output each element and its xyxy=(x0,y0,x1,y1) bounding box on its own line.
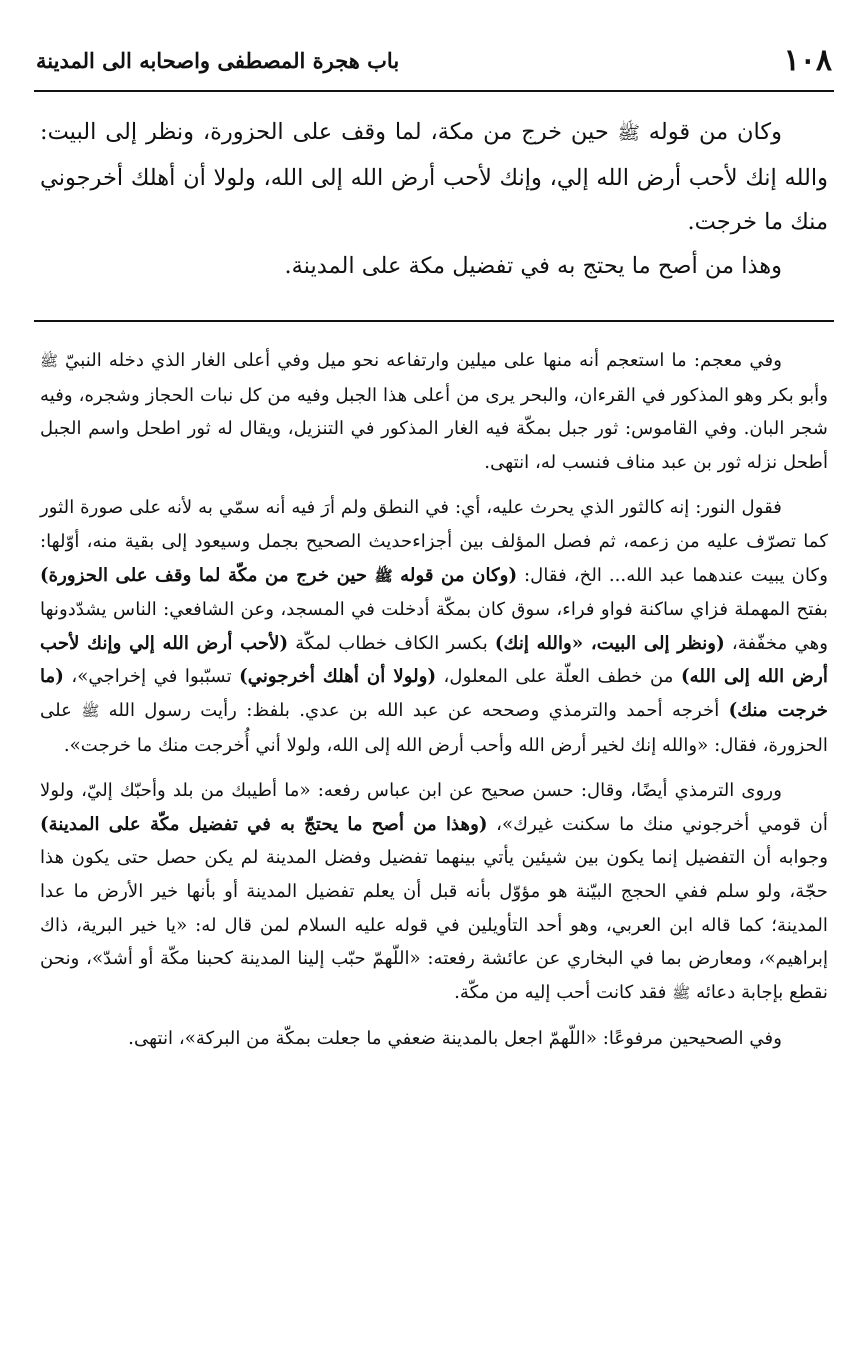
text-run: وفي معجم: ما استعجم أنه منها على ميلين وارتفاعه نحو ميل وفي أعلى الغار الذي دخله النبيّ xyxy=(58,350,782,371)
text-run: فقد كانت أحب إليه من مكّة. xyxy=(454,981,673,1003)
text-run: وفي الصحيحين مرفوعًا: «اللّهمّ اجعل بالمدينة ضعفي ما جعلت بمكّة من البركة»، انتهى. xyxy=(128,1028,782,1050)
section-divider xyxy=(34,320,834,322)
quoted-text: (ونظر إلى البيت، «والله إنك) xyxy=(494,632,725,654)
text-run: وكان من قوله xyxy=(639,119,782,145)
quoted-text: حين خرج من مكّة لما وقف على الحزورة) xyxy=(40,564,375,586)
commentary xyxy=(40,344,828,1068)
text-run: على الحزورة، فقال: «والله إنك لخير أرض الله وأحب أرض الله إلى الله، ولولا أني أُخرجت منك ما خرجت». xyxy=(40,699,828,756)
main-paragraph xyxy=(40,244,828,288)
salawat-symbol: ﷺ xyxy=(81,701,100,720)
text-run: حين خرج من مكة، لما وقف على الحزورة، ونظر إلى البيت: والله إنك لأحب أرض الله إلي، وإنك لأحب أرض الله إلى الله، ولولا أن أهلك أخرجوني منك ما خرجت. xyxy=(40,119,828,235)
text-run: وأبو بكر وهو المذكور في القرءان، والبحر يرى من أعلى هذا الجبل وفيه من كل نبات الحجاز وشجره، وفيه شجر البان. وفي القاموس: ثور جبل بمكّة فيه الغار المذكور في التنزيل، ويقال له ثور اطحل واسم الجبل أطحل نزله ثور بن عبد مناف فنسب له، انتهى. xyxy=(40,384,828,473)
header-divider xyxy=(34,90,834,92)
commentary-paragraph xyxy=(40,491,828,762)
text-run: فقول النور: إنه كالثور الذي يحرث عليه، أي: في النطق ولم أرَ فيه أنه سمّي به لأنه على صورة الثور كما تصرّف عليه من زعمه، ثم فصل المؤلف بين أجزاءحديث الصحيح بجمل وسيعود إلى بقية منه، أوّلها: وكان يبيت عندهما عبد الله... الخ، فقال: xyxy=(40,497,828,586)
quoted-text: (وكان من قوله xyxy=(392,564,518,586)
text-run: بفتح المهملة فزاي ساكنة فواو فراء، سوق كان بمكّة أدخلت في المسجد، وعن الشافعي: الناس يشدّدونها وهي مخفّفة، xyxy=(40,599,828,654)
quoted-text: (ولولا أن أهلك أخرجوني) xyxy=(239,666,437,688)
salawat-symbol: ﷺ xyxy=(374,566,393,585)
text-run: من خطف العلّة على المعلول، xyxy=(436,666,681,688)
text-run: بكسر الكاف خطاب لمكّة xyxy=(288,632,495,654)
text-run: أخرجه أحمد والترمذي وصححه عن عبد الله بن عدي. بلفظ: رأيت رسول الله xyxy=(99,699,729,721)
main-paragraph xyxy=(40,110,828,244)
commentary-paragraph xyxy=(40,1022,828,1056)
page-number: ١٠٨ xyxy=(783,42,832,78)
salawat-symbol: ﷺ xyxy=(617,123,640,144)
salawat-symbol: ﷺ xyxy=(672,983,691,1002)
commentary-paragraph xyxy=(40,774,828,1010)
text-run: وجوابه أن التفضيل إنما يكون بين شيئين يأتي بينهما تفضيل وفضل المدينة لم يكن حصل حتى يكون هذا حجّة، ولو سلم ففي الحجج البيّنة هو مؤوّل بأنه قبل أن يعلم تفضيل المدينة أو بأنها خير الأرض ما عدا المدينة؛ كما قاله ابن العربي، وهو أحد التأويلين في قوله عليه السلام لمن قال له: «يا خير البرية، ذاك إبراهيم»، ومعارض بما في البخاري عن عائشة رفعته: «اللّهمّ حبّب إلينا المدينة كحبنا مكّة أو أشدّ»، ونحن نقطع بإجابة دعائه xyxy=(40,847,828,1003)
chapter-title: باب هجرة المصطفى واصحابه الى المدينة xyxy=(36,47,400,73)
main-text xyxy=(40,110,828,288)
text-run: وهذا من أصح ما يحتج به في تفضيل مكة على المدينة. xyxy=(284,253,782,279)
running-header xyxy=(36,38,832,82)
salawat-symbol: ﷺ xyxy=(40,352,59,370)
text-run: تسبّبوا في إخراجي»، xyxy=(63,666,240,688)
quoted-text: (وهذا من أصح ما يحتجّ به في تفضيل مكّة على المدينة) xyxy=(40,813,488,835)
quoted-text: (ما خرجت منك) xyxy=(40,666,828,721)
text-run: وروى الترمذي أيضًا، وقال: حسن صحيح عن ابن عباس رفعه: «ما أطيبك من بلد وأحبّك إليّ، ولولا أن قومي أخرجوني منك ما سكنت غيرك»، xyxy=(40,780,828,835)
quoted-text: (لأحب أرض الله إلي وإنك لأحب أرض الله إلى الله) xyxy=(40,632,828,688)
commentary-paragraph xyxy=(40,344,828,479)
